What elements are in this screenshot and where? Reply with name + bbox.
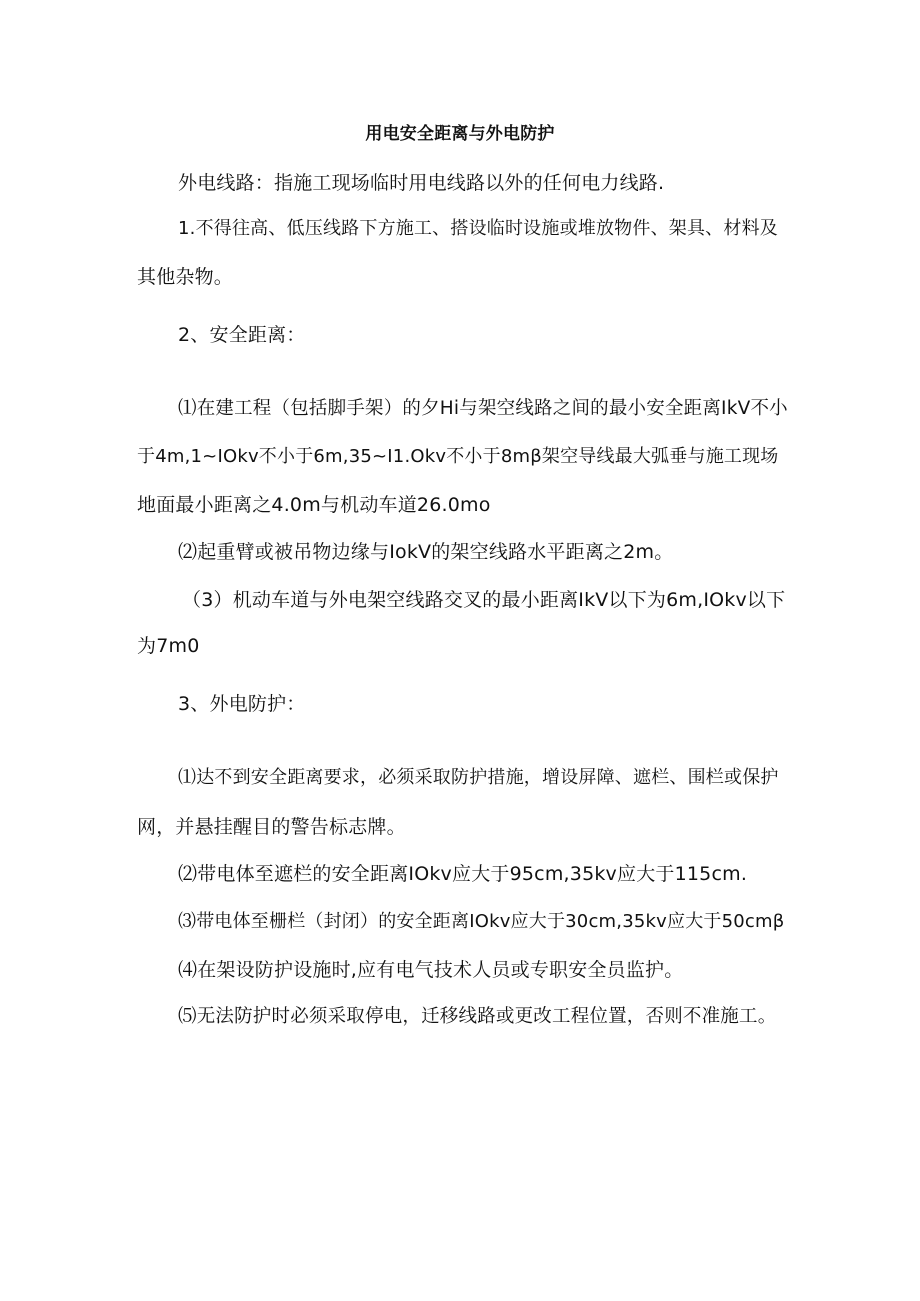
item2-sub3-line1: （3）机动车道与外电架空线路交叉的最小距离IkV以下为6m,IOkv以下 (182, 589, 786, 611)
item2-sub1-line2: 于4m,1~IOkv不小于6m,35~I1.Okv不小于8mβ架空导线最大弧垂与施工现场 (137, 446, 779, 467)
definition-paragraph: 外电线路：指施工现场临时用电线路以外的任何电力线路. (178, 172, 665, 194)
item3-heading: 3、外电防护： (178, 693, 306, 715)
item3-sub4: ⑷在架设防护设施时,应有电气技术人员或专职安全员监护。 (178, 959, 684, 981)
document-title: 用电安全距离与外电防护 (365, 124, 555, 144)
item2-sub2: ⑵起重臂或被吊物边缘与IokV的架空线路水平距离之2m。 (178, 541, 674, 563)
item2-sub1-line1: ⑴在建工程（包括脚手架）的夕Hi与架空线路之间的最小安全距离IkV不小 (178, 398, 788, 419)
item1-line2: 其他杂物。 (137, 266, 234, 288)
item3-sub1-line2: 网，并悬挂醒目的警告标志牌。 (137, 816, 406, 838)
item1-line1: 1.不得往高、低压线路下方施工、搭设临时设施或堆放物件、架具、材料及 (178, 218, 778, 239)
item2-sub1-line3: 地面最小距离之4.0m与机动车道26.0mo (137, 494, 491, 516)
item2-heading: 2、安全距离： (178, 324, 306, 346)
item3-sub1-line1: ⑴达不到安全距离要求，必须采取防护措施，增设屏障、遮栏、围栏或保护 (178, 767, 779, 788)
item3-sub3: ⑶带电体至栅栏（封闭）的安全距离IOkv应大于30cm,35kv应大于50cmβ (178, 911, 785, 932)
item3-sub5: ⑸无法防护时必须采取停电，迁移线路或更改工程位置，否则不准施工。 (178, 1006, 777, 1027)
item3-sub2: ⑵带电体至遮栏的安全距离IOkv应大于95cm,35kv应大于115cm. (178, 863, 748, 885)
item2-sub3-line2: 为7m0 (137, 635, 200, 657)
